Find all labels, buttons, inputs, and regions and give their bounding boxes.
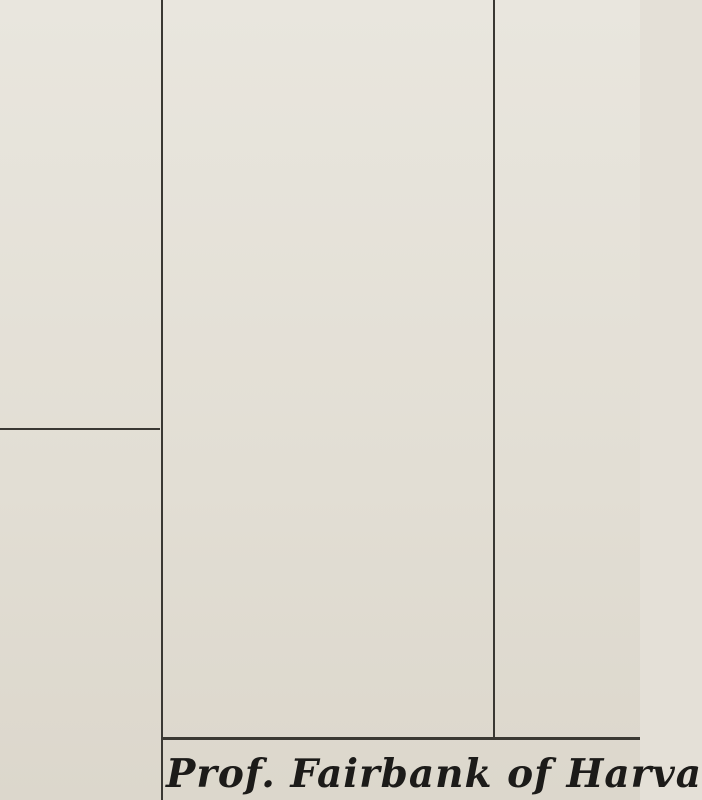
banner-headline: Prof. Fairbank of Harva xyxy=(166,751,702,797)
column-rule-left xyxy=(161,0,163,800)
column-rule-right xyxy=(493,0,495,740)
left-section-rule xyxy=(0,428,160,430)
banner-rule xyxy=(162,737,640,740)
